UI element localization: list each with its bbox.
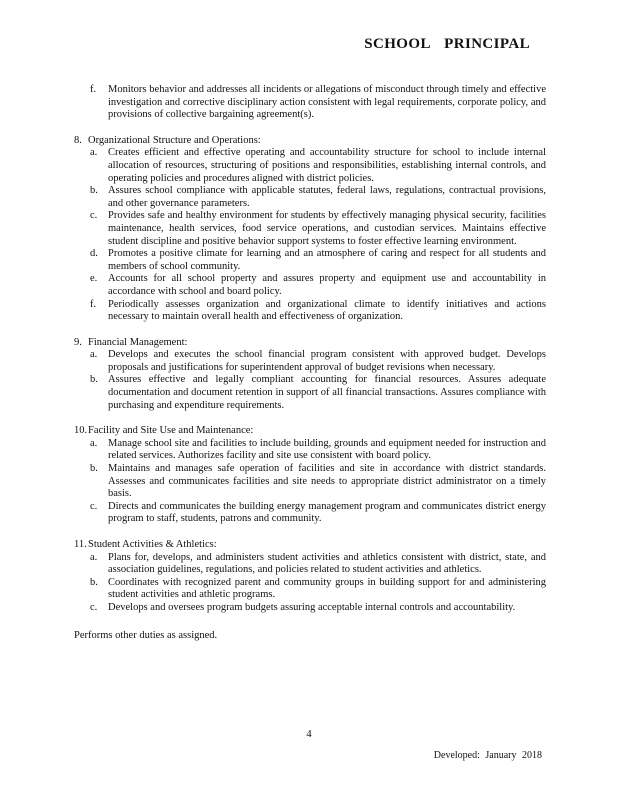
section-heading: [74, 425, 546, 438]
item-text: Accounts for all school property and assures property and equipment use and accountability in accordance with school and board policy.: [108, 273, 546, 297]
item-label: c.: [90, 601, 98, 613]
section-title: Organizational Structure and Operations:: [88, 134, 261, 146]
item-text: Maintains and manages safe operation of facilities and site in accordance with district standards. Assesses and communicates facilities and site needs to appropriate district administrator on a timely basis.: [108, 463, 546, 500]
item-text: Plans for, develops, and administers student activities and athletics consistent with district, state, and association guidelines, regulations, and policies related to student activities and athletics.: [108, 551, 546, 576]
list-item: [90, 147, 546, 185]
list-item: [90, 577, 546, 602]
item-label: b.: [90, 576, 98, 588]
list-item: [90, 552, 546, 577]
closing-statement: Performs other duties as assigned.: [74, 629, 218, 641]
list-item: [90, 299, 546, 324]
item-label: a.: [90, 551, 98, 563]
list-item: [90, 349, 546, 374]
list-item: [90, 374, 546, 412]
list-item: [90, 185, 546, 210]
list-item: [90, 438, 546, 463]
section-8: [74, 135, 546, 324]
list-item: [90, 463, 546, 501]
item-label: b.: [90, 374, 98, 386]
item-label: e.: [90, 273, 98, 285]
item-text: Promotes a positive climate for learning and an atmosphere of caring and respect for all students and members of school community.: [108, 248, 546, 272]
section-10: [74, 425, 546, 526]
section-title: Financial Management:: [88, 336, 188, 348]
item-label: c.: [90, 500, 98, 512]
section-heading: [74, 135, 546, 148]
list-item: [90, 248, 546, 273]
item-label: c.: [90, 210, 98, 222]
item-label: f.: [90, 298, 97, 310]
document-title: SCHOOL PRINCIPAL: [364, 36, 530, 52]
item-text: Directs and communicates the building energy management program and communicates district energy program to staff, students, patrons and community.: [108, 500, 546, 525]
item-label: b.: [90, 463, 98, 475]
item-label: b.: [90, 185, 98, 197]
section-number: 9.: [74, 336, 82, 348]
list-item: [90, 84, 546, 122]
item-text: Develops and executes the school financial program consistent with approved budget. Develops proposals and justifications for superintendent approval of budget revisions when necessary.: [108, 349, 546, 373]
section-title: Facility and Site Use and Maintenance:: [88, 425, 254, 437]
section-number: 10.: [74, 425, 88, 437]
section-number: 11.: [74, 539, 87, 550]
item-label: f.: [90, 84, 97, 95]
item-label: a.: [90, 147, 98, 159]
item-text: Manage school site and facilities to include building, grounds and equipment needed for instruction and related services. Authorizes facility and site use consistent with board policy.: [108, 437, 546, 462]
item-text: Assures school compliance with applicable statutes, federal laws, regulations, contractual provisions, and other governance parameters.: [108, 185, 546, 209]
section-title: Student Activities & Athletics:: [88, 539, 217, 550]
developed-date: Developed: January 2018: [433, 750, 542, 761]
item-text: Assures effective and legally compliant accounting for financial resources. Assures adequate documentation and document retention in support of all financial transactions. Assures compliance with purchasing and expenditure requirements.: [108, 374, 546, 411]
item-label: a.: [90, 437, 98, 449]
list-item: [90, 602, 546, 615]
section-number: 8.: [74, 134, 82, 146]
item-text: Monitors behavior and addresses all incidents or allegations of misconduct through timely and effective investigation and corrective disciplinary action consistent with legal requirements, corporate policy, and provisions of collective bargaining agreement(s).: [108, 84, 546, 121]
document-body: [74, 84, 546, 642]
item-text: Coordinates with recognized parent and community groups in building support for and administering student activities and athletic programs.: [108, 576, 546, 601]
section-heading: [74, 539, 546, 552]
item-text: Periodically assesses organization and organizational climate to identify initiatives and actions necessary to maintain overall health and effectiveness of organization.: [108, 298, 546, 323]
list-item: [90, 501, 546, 526]
list-item: [90, 210, 546, 248]
item-text: Provides safe and healthy environment for students by effectively managing physical security, facilities maintenance, health services, food service operations, and custodian services. Maintains effective student discipline and positive behavior support systems to foster effective learning environment.: [108, 210, 546, 247]
item-text: Develops and oversees program budgets assuring acceptable internal controls and accountability.: [108, 601, 516, 613]
section-heading: [74, 337, 546, 350]
item-label: d.: [90, 248, 98, 260]
section-9: [74, 337, 546, 413]
item-label: a.: [90, 349, 98, 361]
item-text: Creates efficient and effective operating and accountability structure for school to include internal allocation of resources, structuring of positions and responsibilities, establishing internal controls, and operating policies and procedures aligned with district policies.: [108, 147, 546, 184]
page-number: 4: [306, 729, 312, 740]
list-item: [90, 273, 546, 298]
section-11: [74, 539, 546, 615]
